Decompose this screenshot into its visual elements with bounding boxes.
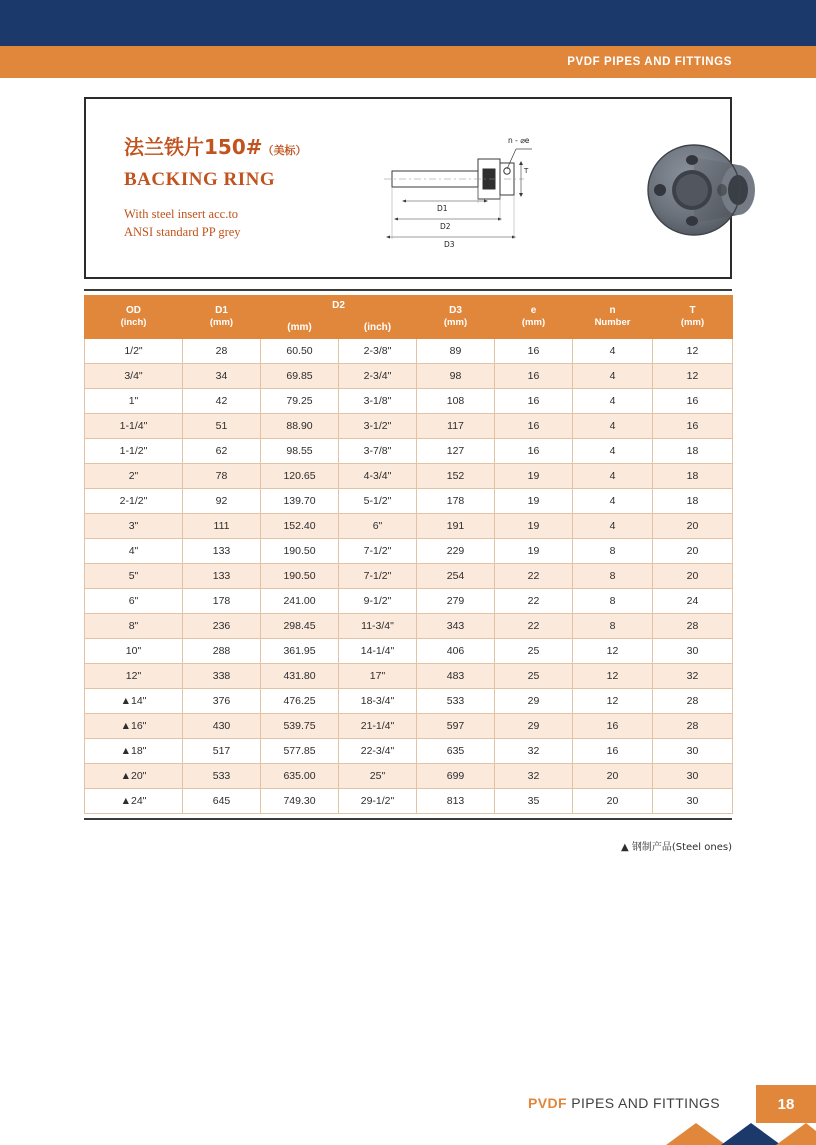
cell-d2-mm: 88.90 — [261, 414, 339, 439]
column-header-e-unit: (mm) — [521, 317, 546, 329]
cell-od: 5" — [85, 564, 183, 589]
cell-n: 4 — [573, 514, 653, 539]
cell-t: 30 — [653, 764, 733, 789]
cell-t: 20 — [653, 564, 733, 589]
cell-d3: 483 — [417, 664, 495, 689]
column-header-d3-unit: (mm) — [443, 317, 468, 329]
table-bottom-rule — [84, 818, 732, 820]
table-row — [85, 414, 733, 439]
cell-d3: 98 — [417, 364, 495, 389]
cell-n: 8 — [573, 539, 653, 564]
svg-text:D2: D2 — [440, 222, 451, 231]
cell-od: ▲20" — [85, 764, 183, 789]
column-header-d2: D2 — [261, 296, 417, 318]
column-header-t-unit: (mm) — [680, 317, 705, 329]
cell-t: 20 — [653, 539, 733, 564]
cell-d3: 229 — [417, 539, 495, 564]
cell-e: 22 — [495, 564, 573, 589]
cell-t: 18 — [653, 464, 733, 489]
cell-od: 10" — [85, 639, 183, 664]
table-row — [85, 489, 733, 514]
cell-d1: 645 — [183, 789, 261, 814]
cell-d3: 127 — [417, 439, 495, 464]
cell-d1: 42 — [183, 389, 261, 414]
column-header-d2-inch: (inch) — [339, 317, 417, 339]
cell-e: 22 — [495, 614, 573, 639]
column-header-d3 — [417, 296, 495, 339]
cell-d1: 178 — [183, 589, 261, 614]
page-number-badge: 18 — [756, 1085, 816, 1123]
table-body — [85, 339, 733, 814]
table-row — [85, 564, 733, 589]
cell-t: 16 — [653, 414, 733, 439]
cell-d2-inch: 7-1/2" — [339, 539, 417, 564]
cell-e: 35 — [495, 789, 573, 814]
table-row — [85, 389, 733, 414]
svg-text:D1: D1 — [437, 204, 448, 213]
cell-d2-inch: 18-3/4" — [339, 689, 417, 714]
cell-n: 12 — [573, 664, 653, 689]
product-description — [124, 205, 384, 241]
cell-d1: 288 — [183, 639, 261, 664]
table-top-rule — [84, 289, 732, 291]
cell-n: 8 — [573, 589, 653, 614]
cell-n: 4 — [573, 439, 653, 464]
cell-d3: 597 — [417, 714, 495, 739]
column-header-d1-label: D1 — [215, 304, 228, 316]
cell-d1: 62 — [183, 439, 261, 464]
column-header-e — [495, 296, 573, 339]
cell-t: 20 — [653, 514, 733, 539]
cell-n: 20 — [573, 789, 653, 814]
cell-d1: 111 — [183, 514, 261, 539]
cell-e: 22 — [495, 589, 573, 614]
cell-d2-inch: 7-1/2" — [339, 564, 417, 589]
cell-d2-mm: 431.80 — [261, 664, 339, 689]
cell-od: 1-1/4" — [85, 414, 183, 439]
column-header-e-label: e — [530, 304, 537, 316]
cell-t: 28 — [653, 714, 733, 739]
section-banner — [0, 46, 816, 78]
product-header-card — [84, 97, 732, 279]
cell-od: 2" — [85, 464, 183, 489]
cell-e: 19 — [495, 489, 573, 514]
cell-t: 12 — [653, 364, 733, 389]
cell-od: ▲18" — [85, 739, 183, 764]
table-row — [85, 614, 733, 639]
cell-od: 1/2" — [85, 339, 183, 364]
cell-d2-mm: 120.65 — [261, 464, 339, 489]
cell-e: 25 — [495, 639, 573, 664]
table-row — [85, 764, 733, 789]
footer-brand-suffix: PIPES AND FITTINGS — [566, 1095, 720, 1111]
product-photo — [634, 127, 774, 253]
column-header-d1 — [183, 296, 261, 339]
cell-t: 28 — [653, 689, 733, 714]
cell-n: 12 — [573, 639, 653, 664]
product-title-cn-main: 法兰铁片150# — [124, 135, 263, 159]
cell-d3: 117 — [417, 414, 495, 439]
cell-n: 20 — [573, 764, 653, 789]
cell-od: ▲24" — [85, 789, 183, 814]
cell-d1: 517 — [183, 739, 261, 764]
cell-d3: 279 — [417, 589, 495, 614]
cell-d2-mm: 539.75 — [261, 714, 339, 739]
cell-d3: 89 — [417, 339, 495, 364]
cell-d2-mm: 139.70 — [261, 489, 339, 514]
cell-od: 2-1/2" — [85, 489, 183, 514]
cell-d1: 133 — [183, 539, 261, 564]
table-row — [85, 664, 733, 689]
cell-d2-inch: 9-1/2" — [339, 589, 417, 614]
cell-n: 4 — [573, 489, 653, 514]
cell-d2-inch: 11-3/4" — [339, 614, 417, 639]
cell-d1: 78 — [183, 464, 261, 489]
cell-d2-mm: 60.50 — [261, 339, 339, 364]
table-row — [85, 439, 733, 464]
cell-od: ▲16" — [85, 714, 183, 739]
cell-d2-mm: 476.25 — [261, 689, 339, 714]
cell-d2-inch: 21-1/4" — [339, 714, 417, 739]
cell-d2-inch: 6" — [339, 514, 417, 539]
footer-brand: PVDF — [527, 1095, 567, 1111]
cell-d1: 34 — [183, 364, 261, 389]
cell-d3: 699 — [417, 764, 495, 789]
cell-n: 16 — [573, 714, 653, 739]
table-row — [85, 364, 733, 389]
cell-d2-mm: 361.95 — [261, 639, 339, 664]
cell-od: 3/4" — [85, 364, 183, 389]
cell-d1: 236 — [183, 614, 261, 639]
cell-d1: 92 — [183, 489, 261, 514]
column-header-d3-label: D3 — [449, 304, 462, 316]
cell-t: 30 — [653, 789, 733, 814]
cell-n: 8 — [573, 614, 653, 639]
cell-e: 29 — [495, 714, 573, 739]
cell-d2-mm: 241.00 — [261, 589, 339, 614]
product-title-en: BACKING RING — [124, 169, 276, 190]
column-header-n-label: n — [609, 304, 616, 316]
cell-d2-mm: 190.50 — [261, 564, 339, 589]
cell-e: 29 — [495, 689, 573, 714]
svg-text:D3: D3 — [444, 240, 455, 249]
cell-t: 18 — [653, 489, 733, 514]
column-header-od — [85, 296, 183, 339]
cell-t: 32 — [653, 664, 733, 689]
cell-od: 6" — [85, 589, 183, 614]
column-header-t-label: T — [689, 304, 696, 316]
cell-d3: 406 — [417, 639, 495, 664]
cell-d3: 178 — [417, 489, 495, 514]
cell-d2-inch: 2-3/4" — [339, 364, 417, 389]
product-title-cn-suffix: （美标） — [262, 144, 307, 157]
cell-od: 1" — [85, 389, 183, 414]
cell-n: 4 — [573, 414, 653, 439]
cell-d2-mm: 577.85 — [261, 739, 339, 764]
cell-n: 16 — [573, 739, 653, 764]
cell-t: 24 — [653, 589, 733, 614]
footer-decoration — [666, 1123, 816, 1145]
cell-d2-inch: 5-1/2" — [339, 489, 417, 514]
cell-e: 16 — [495, 439, 573, 464]
technical-drawing — [374, 129, 614, 254]
cell-t: 18 — [653, 439, 733, 464]
cell-n: 4 — [573, 339, 653, 364]
cell-d2-mm: 190.50 — [261, 539, 339, 564]
cell-d1: 533 — [183, 764, 261, 789]
cell-d1: 133 — [183, 564, 261, 589]
table-row — [85, 589, 733, 614]
cell-e: 32 — [495, 764, 573, 789]
cell-d2-inch: 14-1/4" — [339, 639, 417, 664]
technical-drawing-svg — [374, 129, 614, 254]
cell-d2-mm: 98.55 — [261, 439, 339, 464]
cell-d2-mm: 749.30 — [261, 789, 339, 814]
cell-d2-inch: 25" — [339, 764, 417, 789]
specification-table — [84, 295, 733, 814]
cell-e: 16 — [495, 414, 573, 439]
cell-n: 4 — [573, 364, 653, 389]
cell-d2-inch: 2-3/8" — [339, 339, 417, 364]
cell-e: 32 — [495, 739, 573, 764]
table-row — [85, 539, 733, 564]
table-header-row-1 — [85, 296, 733, 318]
cell-d1: 376 — [183, 689, 261, 714]
table-row — [85, 789, 733, 814]
cell-od: ▲14" — [85, 689, 183, 714]
product-title-block — [124, 137, 384, 241]
column-header-n — [573, 296, 653, 339]
cell-d2-inch: 4-3/4" — [339, 464, 417, 489]
cell-d2-mm: 298.45 — [261, 614, 339, 639]
cell-e: 19 — [495, 514, 573, 539]
cell-n: 12 — [573, 689, 653, 714]
cell-d1: 28 — [183, 339, 261, 364]
column-header-od-label: OD — [126, 304, 141, 316]
product-description-line-2: ANSI standard PP grey — [124, 225, 241, 240]
cell-n: 8 — [573, 564, 653, 589]
cell-d3: 533 — [417, 689, 495, 714]
table-header — [85, 296, 733, 339]
cell-d2-mm: 79.25 — [261, 389, 339, 414]
product-title-cn — [124, 137, 384, 157]
cell-n: 4 — [573, 389, 653, 414]
cell-d2-inch: 3-7/8" — [339, 439, 417, 464]
cell-d3: 191 — [417, 514, 495, 539]
cell-d3: 813 — [417, 789, 495, 814]
column-header-d1-unit: (mm) — [209, 317, 234, 329]
column-header-n-unit: Number — [594, 317, 631, 329]
cell-e: 19 — [495, 539, 573, 564]
footer-brand-text — [528, 1095, 720, 1111]
cell-d1: 51 — [183, 414, 261, 439]
cell-d2-inch: 29-1/2" — [339, 789, 417, 814]
cell-od: 4" — [85, 539, 183, 564]
cell-t: 16 — [653, 389, 733, 414]
cell-t: 28 — [653, 614, 733, 639]
table-footnote: ▲ 钢制产品(Steel ones) — [620, 842, 732, 853]
cell-n: 4 — [573, 464, 653, 489]
cell-od: 1-1/2" — [85, 439, 183, 464]
column-header-t — [653, 296, 733, 339]
table-row — [85, 639, 733, 664]
cell-d3: 343 — [417, 614, 495, 639]
cell-d2-inch: 17" — [339, 664, 417, 689]
table-row — [85, 714, 733, 739]
table-row — [85, 464, 733, 489]
cell-od: 3" — [85, 514, 183, 539]
cell-e: 19 — [495, 464, 573, 489]
cell-e: 16 — [495, 389, 573, 414]
cell-t: 30 — [653, 639, 733, 664]
column-header-d2-mm: (mm) — [261, 317, 339, 339]
cell-d1: 430 — [183, 714, 261, 739]
column-header-od-unit: (inch) — [120, 317, 147, 329]
cell-d2-mm: 69.85 — [261, 364, 339, 389]
cell-d3: 108 — [417, 389, 495, 414]
cell-d2-mm: 152.40 — [261, 514, 339, 539]
cell-od: 12" — [85, 664, 183, 689]
cell-d2-mm: 635.00 — [261, 764, 339, 789]
top-navy-bar — [0, 0, 816, 46]
cell-d1: 338 — [183, 664, 261, 689]
table-row — [85, 739, 733, 764]
footer-decoration-svg — [666, 1123, 816, 1145]
cell-d3: 254 — [417, 564, 495, 589]
specification-table-container — [84, 295, 732, 814]
cell-d2-inch: 3-1/2" — [339, 414, 417, 439]
svg-text:T: T — [524, 167, 529, 175]
cell-e: 16 — [495, 339, 573, 364]
product-photo-svg — [634, 127, 774, 253]
svg-text:n - ⌀e: n - ⌀e — [508, 136, 530, 145]
cell-e: 16 — [495, 364, 573, 389]
section-banner-title: PVDF PIPES AND FITTINGS — [567, 56, 732, 68]
cell-d2-inch: 22-3/4" — [339, 739, 417, 764]
cell-t: 12 — [653, 339, 733, 364]
product-description-line-1: With steel insert acc.to — [124, 207, 239, 221]
cell-d2-inch: 3-1/8" — [339, 389, 417, 414]
cell-t: 30 — [653, 739, 733, 764]
cell-d3: 152 — [417, 464, 495, 489]
table-row — [85, 514, 733, 539]
table-row — [85, 689, 733, 714]
cell-e: 25 — [495, 664, 573, 689]
cell-od: 8" — [85, 614, 183, 639]
table-row — [85, 339, 733, 364]
cell-d3: 635 — [417, 739, 495, 764]
